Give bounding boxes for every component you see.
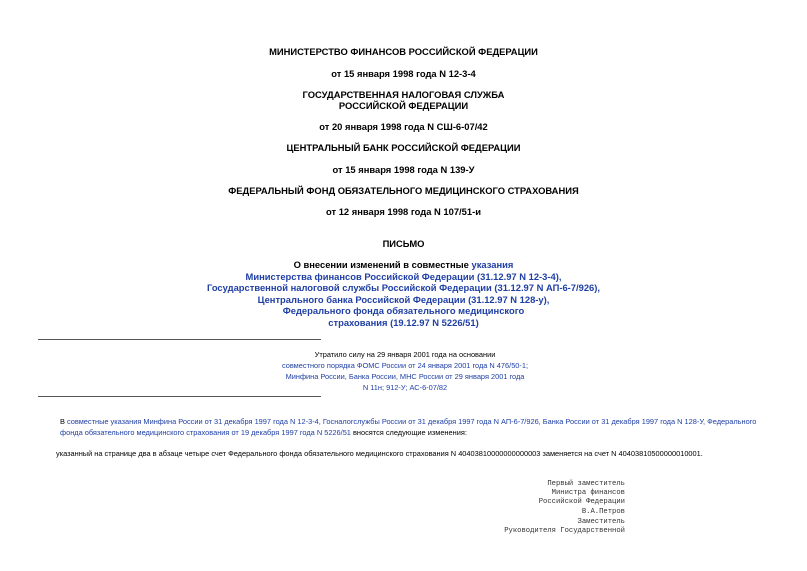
document-type: ПИСЬМО bbox=[382, 238, 425, 249]
instructions-link[interactable]: указания bbox=[471, 259, 514, 270]
signature-block-2 bbox=[504, 518, 625, 536]
subject-prefix: О внесении изменений в совместные bbox=[293, 259, 472, 270]
status-note-line1: Утратило силу на 29 января 2001 года на основании bbox=[314, 350, 496, 359]
body-paragraph-1 bbox=[38, 416, 778, 438]
signature-1-line-2: Министра финансов bbox=[551, 489, 625, 498]
signature-1-line-4: В.А.Петров bbox=[581, 507, 625, 516]
subject-line-1[interactable]: Министерства финансов Российской Федерации (31.12.97 N 12-3-4), bbox=[245, 270, 562, 282]
divider-bottom bbox=[38, 396, 321, 397]
ministry-date: от 15 января 1998 года N 12-3-4 bbox=[331, 68, 476, 79]
medical-fund-date: от 12 января 1998 года N 107/51-и bbox=[326, 206, 481, 217]
signature-1-line-3: Российской Федерации bbox=[538, 498, 625, 507]
signature-block-1 bbox=[539, 480, 625, 517]
status-note bbox=[210, 349, 600, 393]
signature-2-line-2: Руководителя Государственной bbox=[504, 527, 625, 536]
tax-service-title-line1: ГОСУДАРСТВЕННАЯ НАЛОГОВАЯ СЛУЖБА bbox=[302, 89, 505, 100]
subject-line-5[interactable]: страхования (19.12.97 N 5226/51) bbox=[328, 316, 479, 328]
tax-service-date: от 20 января 1998 года N СШ-6-07/42 bbox=[319, 121, 488, 132]
signature-2-line-1: Заместитель bbox=[577, 518, 625, 526]
signature-1-line-1: Первый заместитель bbox=[547, 480, 625, 488]
joint-instructions-link[interactable]: совместные указания Минфина России от 31 декабря 1997 года N 12-3-4, Госналогслужбы России от 31 декабря 1997 года N АП-6-7/926, Банка России от 31 декабря 1997 года N 128-У, Федерального фонда обязательного медицинского страхования от 19 декабря 1997 года N 5226/51 bbox=[60, 417, 757, 437]
subject-line-2[interactable]: Государственной налоговой службы Российской Федерации (31.12.97 N АП-6-7/926), bbox=[206, 282, 600, 293]
status-note-link-line4[interactable]: N 11н; 912-У; АС-6-07/82 bbox=[362, 383, 448, 392]
subject-line-4[interactable]: Федерального фонда обязательного медицинского bbox=[282, 305, 525, 316]
subject-line-3[interactable]: Центрального банка Российской Федерации (31.12.97 N 128-у), bbox=[257, 293, 550, 305]
body-paragraph-2: указанный на странице два в абзаце четыре счет Федерального фонда обязательного медицинского страхования N 40403810000000000003 заменяется на счет N 40403810500000010001. bbox=[56, 449, 703, 458]
p1-end: вносятся следующие изменения: bbox=[350, 428, 467, 437]
divider-top bbox=[38, 339, 321, 340]
medical-fund-title: ФЕДЕРАЛЬНЫЙ ФОНД ОБЯЗАТЕЛЬНОГО МЕДИЦИНСКОГО СТРАХОВАНИЯ bbox=[228, 185, 579, 196]
central-bank-title: ЦЕНТРАЛЬНЫЙ БАНК РОССИЙСКОЙ ФЕДЕРАЦИИ bbox=[286, 142, 521, 153]
status-note-link-line3[interactable]: Минфина России, Банка России, МНС России от 29 января 2001 года bbox=[285, 372, 525, 381]
subject-block bbox=[0, 259, 807, 328]
tax-service-title-line2: РОССИЙСКОЙ ФЕДЕРАЦИИ bbox=[338, 100, 469, 111]
p1-start: В bbox=[60, 417, 67, 426]
ministry-title: МИНИСТЕРСТВО ФИНАНСОВ РОССИЙСКОЙ ФЕДЕРАЦИИ bbox=[269, 46, 538, 57]
status-note-link-line2[interactable]: совместного порядка ФОМС России от 24 января 2001 года N 476/50-1; bbox=[281, 361, 529, 370]
central-bank-date: от 15 января 1998 года N 139-У bbox=[332, 164, 475, 175]
subject-line-0 bbox=[0, 259, 807, 271]
